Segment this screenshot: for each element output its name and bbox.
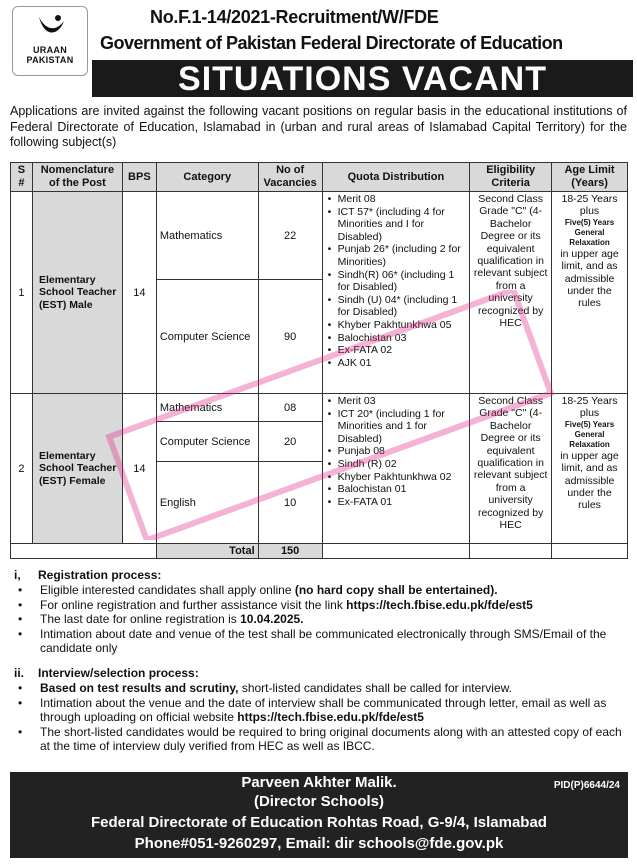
age-range: 18-25 Years plus	[561, 193, 618, 218]
row2-sno: 2	[11, 394, 33, 544]
table-header-row	[11, 163, 628, 192]
row2-post: Elementary School Teacher (EST) Female	[32, 394, 122, 544]
quota-item: • Balochistan 01	[338, 483, 467, 496]
header-bps: BPS	[122, 163, 156, 192]
row1-quota-cell	[322, 192, 470, 394]
interview-number: ii.	[14, 666, 25, 680]
age-relaxation: Five(5) Years General Relaxation	[564, 217, 615, 247]
row1-vacancies-2: 90	[258, 280, 322, 394]
officer-name: Parveen Akhter Malik.	[241, 774, 397, 791]
row1-quota-list	[326, 193, 467, 369]
bird-icon	[31, 13, 69, 41]
row2-eligibility: Second Class Grade "C" (4-Bachelor Degree or its equivalent qualification in relevant subject from a university recognized by HEC	[470, 394, 552, 544]
row1-category-1: Mathematics	[156, 192, 258, 280]
age-note: in upper age limit, and as admissible under the rules	[560, 449, 619, 512]
row2-vacancies-2: 20	[258, 422, 322, 462]
header-quota: Quota Distribution	[322, 163, 470, 192]
row1-post: Elementary School Teacher (EST) Male	[32, 192, 122, 394]
total-label: Total	[156, 544, 258, 559]
pid-number: PID(P)6644/24	[553, 780, 620, 791]
list-item: • The short-listed candidates would be required to bring original documents along with an attested copy of each at the time of interview duly verified from HEC as well as IBCC.	[10, 725, 630, 754]
row2-quota-list	[326, 395, 467, 508]
quota-item: • AJK 01	[338, 357, 467, 370]
row2-quota-cell	[322, 394, 470, 544]
quota-item: • Sindh (R) 02	[338, 458, 467, 471]
row2-category-1: Mathematics	[156, 394, 258, 422]
header-post: Nomenclature of the Post	[32, 163, 122, 192]
age-relaxation: Five(5) Years General Relaxation	[564, 419, 615, 449]
reference-number: No.F.1-14/2021-Recruitment/W/FDE	[150, 7, 439, 27]
quota-item: • Ex-FATA 02	[338, 344, 467, 357]
logo-brand-line1: URAAN	[33, 45, 67, 55]
list-item: • Based on test results and scrutiny, short-listed candidates shall be called for interview.	[10, 681, 630, 696]
quota-item: • Balochistan 03	[338, 332, 467, 345]
header-category: Category	[156, 163, 258, 192]
row1-category-2: Computer Science	[156, 280, 258, 394]
list-item: • The last date for online registration is 10.04.2025.	[10, 612, 630, 627]
row2-category-2: Computer Science	[156, 422, 258, 462]
quota-item: • ICT 20* (including 1 for Minorities and 1 for Disabled)	[338, 408, 467, 446]
total-row	[11, 544, 628, 559]
header-age: Age Limit (Years)	[552, 163, 628, 192]
quota-item: • Khyber Pakhtunkhwa 02	[338, 471, 467, 484]
quota-item: • Punjab 26* (including 2 for Minorities)	[338, 243, 467, 268]
quota-item: • Ex-FATA 01	[338, 496, 467, 509]
total-value: 150	[258, 544, 322, 559]
organization-name: Government of Pakistan Federal Directorate of Education	[100, 33, 563, 53]
row1-eligibility: Second Class Grade "C" (4-Bachelor Degree or its equivalent qualification in relevant subject from a university recognized by HEC	[470, 192, 552, 394]
interview-title: Interview/selection process:	[38, 666, 199, 680]
table-row	[11, 192, 628, 280]
age-range: 18-25 Years plus	[561, 395, 618, 420]
footer-contact	[10, 772, 628, 858]
row2-vacancies-1: 08	[258, 394, 322, 422]
row2-bps: 14	[122, 394, 156, 544]
row1-age	[552, 192, 628, 394]
list-item: • Intimation about date and venue of the test shall be communicated electronically through SMS/Email of the candidate only	[10, 627, 630, 656]
row2-category-3: English	[156, 462, 258, 544]
contact-line[interactable]: Phone#051-9260297, Email: dir schools@fde.gov.pk	[134, 835, 504, 852]
registration-list	[10, 583, 630, 656]
interview-link[interactable]: https://tech.fbise.edu.pk/fde/est5	[237, 710, 424, 724]
interview-list	[10, 681, 630, 754]
row1-sno: 1	[11, 192, 33, 394]
list-item: • Intimation about the venue and the date of interview shall be communicated through letter, email as well as through uploading on official website https://tech.fbise.edu.pk/fde/est5	[10, 696, 630, 725]
quota-item: • Punjab 08	[338, 445, 467, 458]
office-address: Federal Directorate of Education Rohtas Road, G-9/4, Islamabad	[91, 814, 547, 831]
logo-brand	[13, 45, 87, 65]
quota-item: • Khyber Pakhtunkhwa 05	[338, 319, 467, 332]
registration-title: Registration process:	[38, 568, 162, 582]
row1-bps: 14	[122, 192, 156, 394]
header-sno: S #	[11, 163, 33, 192]
quota-item: • Sindh (U) 04* (including 1 for Disabled)	[338, 294, 467, 319]
quota-item: • Merit 03	[338, 395, 467, 408]
row2-vacancies-3: 10	[258, 462, 322, 544]
quota-item: • Sindh(R) 06* (including 1 for Disabled)	[338, 269, 467, 294]
quota-item: • Merit 08	[338, 193, 467, 206]
registration-number: i,	[14, 568, 21, 582]
intro-paragraph: Applications are invited against the following vacant positions on regular basis in the educational institutions of Federal Directorate of Education, Islamabad in (urban and rural areas of Islamabad Capital Territory) for the following subject(s)	[10, 104, 627, 149]
uraan-pakistan-logo	[12, 6, 88, 76]
list-item: • For online registration and further assistance visit the link https://tech.fbise.edu.pk/fde/est5	[10, 598, 630, 613]
header-vacancies: No of Vacancies	[258, 163, 322, 192]
quota-item: • ICT 57* (including 4 for Minorities and I for Disabled)	[338, 206, 467, 244]
vacancy-table	[10, 162, 628, 559]
table-row	[11, 394, 628, 422]
age-note: in upper age limit, and as admissible under the rules	[560, 247, 619, 310]
row2-age	[552, 394, 628, 544]
row1-vacancies-1: 22	[258, 192, 322, 280]
logo-brand-line2: PAKISTAN	[26, 55, 74, 65]
officer-designation: (Director Schools)	[253, 793, 385, 810]
situations-vacant-banner: SITUATIONS VACANT	[92, 60, 633, 97]
registration-link[interactable]: https://tech.fbise.edu.pk/fde/est5	[346, 597, 533, 612]
header-eligibility: Eligibility Criteria	[470, 163, 552, 192]
list-item: • Eligible interested candidates shall apply online (no hard copy shall be entertained).	[10, 583, 630, 598]
